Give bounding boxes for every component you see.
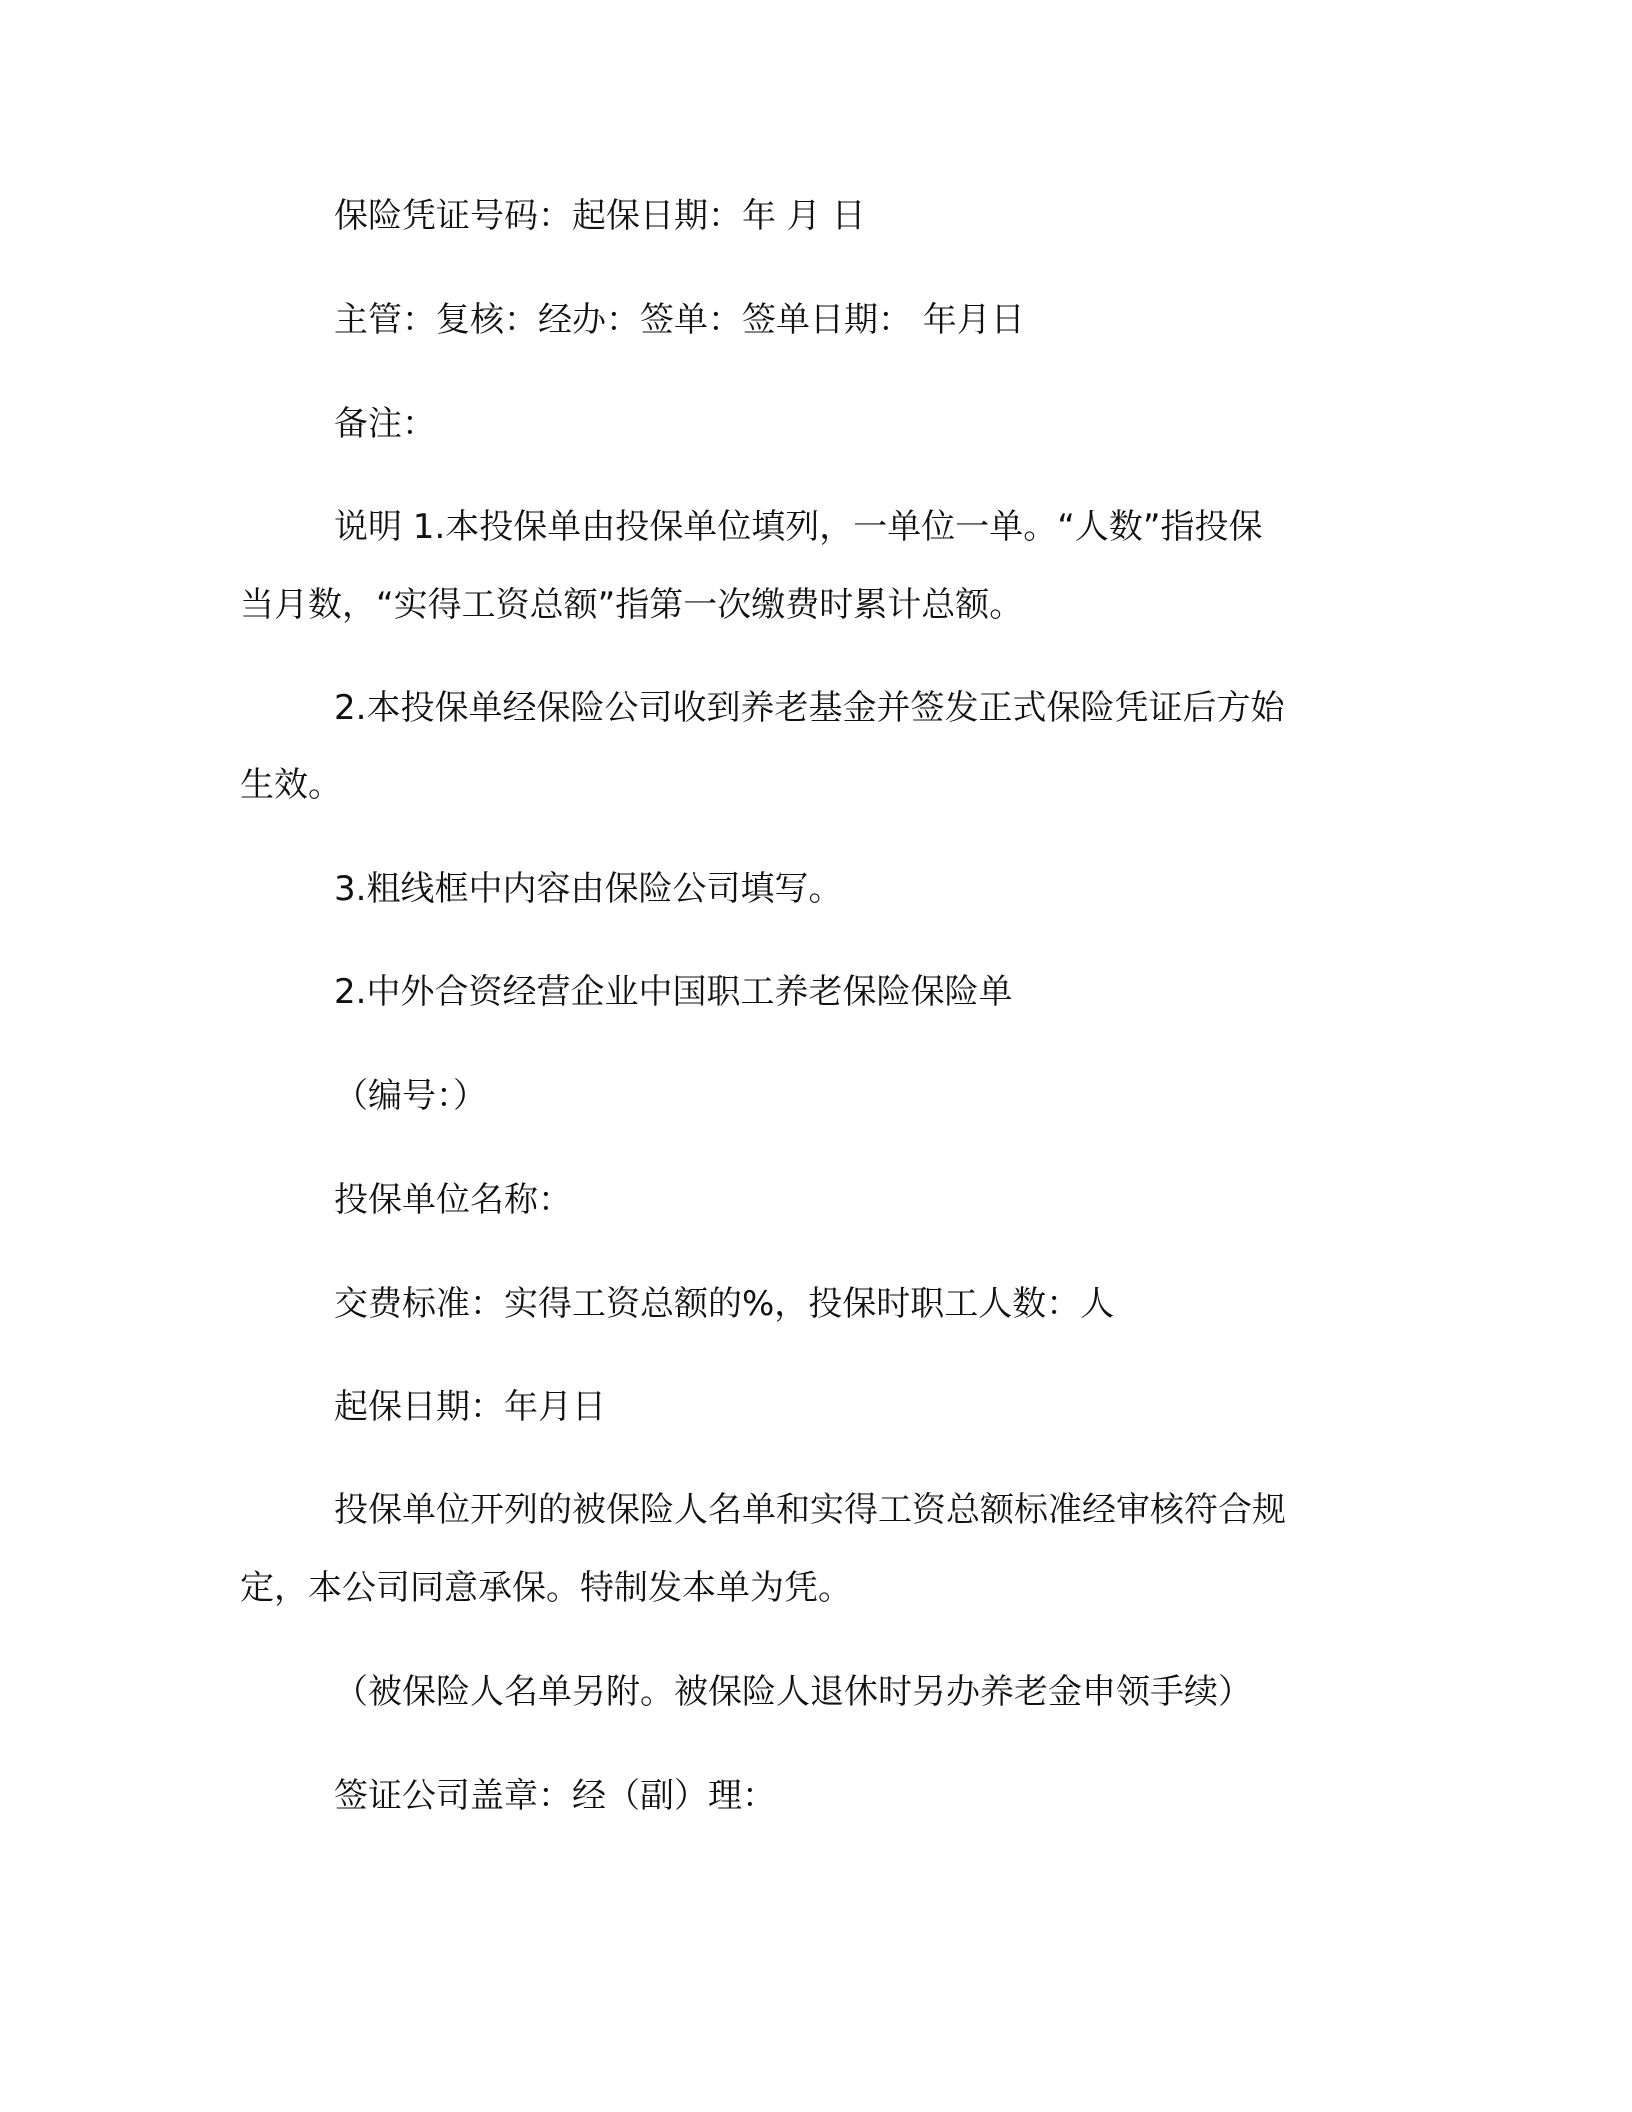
note-1-line-1: 说明 1.本投保单由投保单位填列，一单位一单。“人数”指投保 [334, 507, 1263, 547]
remarks-label: 备注： [334, 404, 436, 444]
start-date-line: 起保日期：年月日 [334, 1387, 606, 1427]
insured-unit-name-label: 投保单位名称： [334, 1180, 572, 1220]
note-2-line-2: 生效。 [240, 765, 342, 805]
fee-standard-line: 交费标准：实得工资总额的%，投保时职工人数：人 [334, 1284, 1115, 1324]
signatories-line: 主管：复核：经办：签单：签单日期： 年月日 [334, 300, 1025, 340]
attachment-note: （被保险人名单另附。被保险人退休时另办养老金申领手续） [334, 1672, 1252, 1712]
note-3: 3.粗线框中内容由保险公司填写。 [334, 869, 843, 909]
note-2-line-1: 2.本投保单经保险公司收到养老基金并签发正式保险凭证后方始 [334, 688, 1285, 728]
policy-title: 2.中外合资经营企业中国职工养老保险保险单 [334, 972, 1013, 1012]
approval-line-1: 投保单位开列的被保险人名单和实得工资总额标准经审核符合规 [334, 1490, 1286, 1530]
note-1-line-2: 当月数，“实得工资总额”指第一次缴费时累计总额。 [240, 585, 1024, 625]
signature-line: 签证公司盖章：经（副）理： [334, 1776, 776, 1816]
certificate-number-line: 保险凭证号码：起保日期：年 月 日 [334, 196, 866, 236]
approval-line-2: 定，本公司同意承保。特制发本单为凭。 [240, 1568, 852, 1608]
policy-number-label: （编号：） [334, 1076, 487, 1116]
